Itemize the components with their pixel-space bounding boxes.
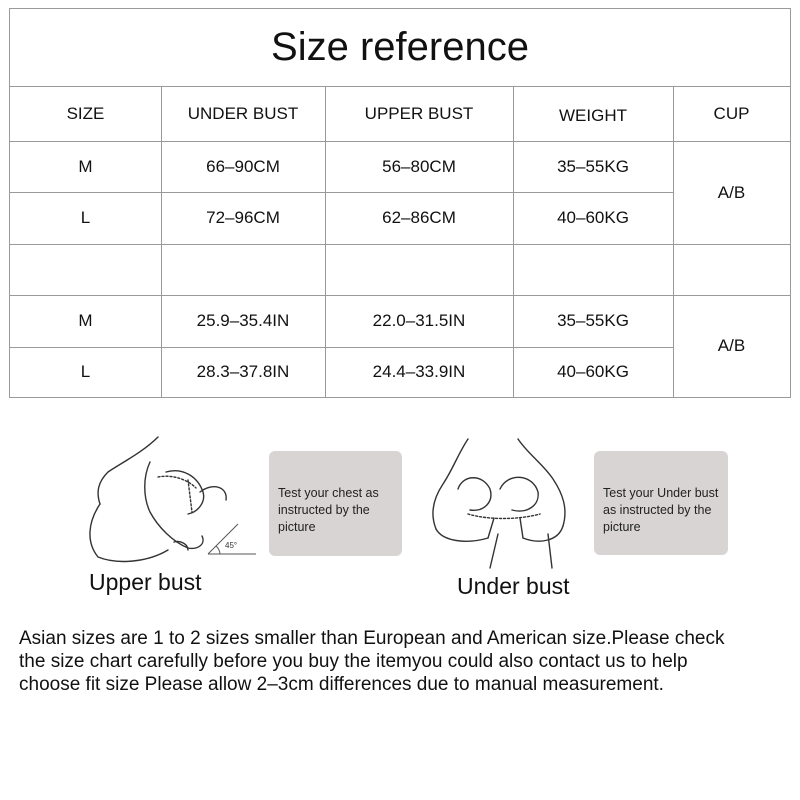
upper-bust-instruction: Test your chest as instructed by the picture (269, 451, 402, 556)
table-cell: 22.0–31.5IN (372, 311, 466, 330)
size-note (19, 627, 794, 696)
table-cell: 40–60KG (557, 208, 629, 227)
cup-cell: A/B (717, 336, 746, 355)
table-cell: 56–80CM (382, 156, 456, 176)
under-bust-illustration (428, 434, 588, 569)
table-cell: 72–96CM (206, 208, 280, 227)
table-cell: 40–60KG (557, 362, 629, 381)
table-cell: 35–55KG (557, 311, 629, 330)
upper-bust-illustration (88, 432, 258, 567)
table-cell: 35–55KG (557, 156, 629, 176)
table-cell: 24.4–33.9IN (372, 362, 466, 381)
header-size: SIZE (66, 104, 105, 123)
upper-bust-caption: Upper bust (89, 569, 202, 595)
table-cell: 66–90CM (206, 156, 280, 176)
table-cell: 62–86CM (382, 208, 456, 227)
header-upper-bust: UPPER BUST (364, 104, 474, 123)
under-bust-caption: Under bust (457, 573, 570, 599)
header-weight: WEIGHT (559, 106, 627, 125)
table-cell: M (78, 156, 93, 176)
page-title: Size reference (10, 9, 790, 87)
table-cell: 25.9–35.4IN (196, 311, 290, 330)
size-table (9, 8, 791, 398)
note-line: choose fit size Please allow 2–3cm differences due to manual measurement. (19, 674, 664, 695)
table-cell: L (80, 362, 91, 381)
angle-label: 45° (225, 541, 238, 550)
note-line: the size chart carefully before you buy the itemyou could also contact us to help (19, 651, 688, 672)
table-cell: L (80, 208, 91, 227)
under-bust-instruction: Test your Under bust as instructed by the picture (594, 451, 728, 555)
note-line: Asian sizes are 1 to 2 sizes smaller than European and American size.Please check (19, 628, 725, 649)
table-cell: 28.3–37.8IN (196, 362, 290, 381)
header-under-bust: UNDER BUST (187, 104, 299, 123)
header-cup: CUP (713, 104, 750, 123)
table-cell: M (78, 311, 93, 330)
cup-cell: A/B (717, 182, 746, 202)
